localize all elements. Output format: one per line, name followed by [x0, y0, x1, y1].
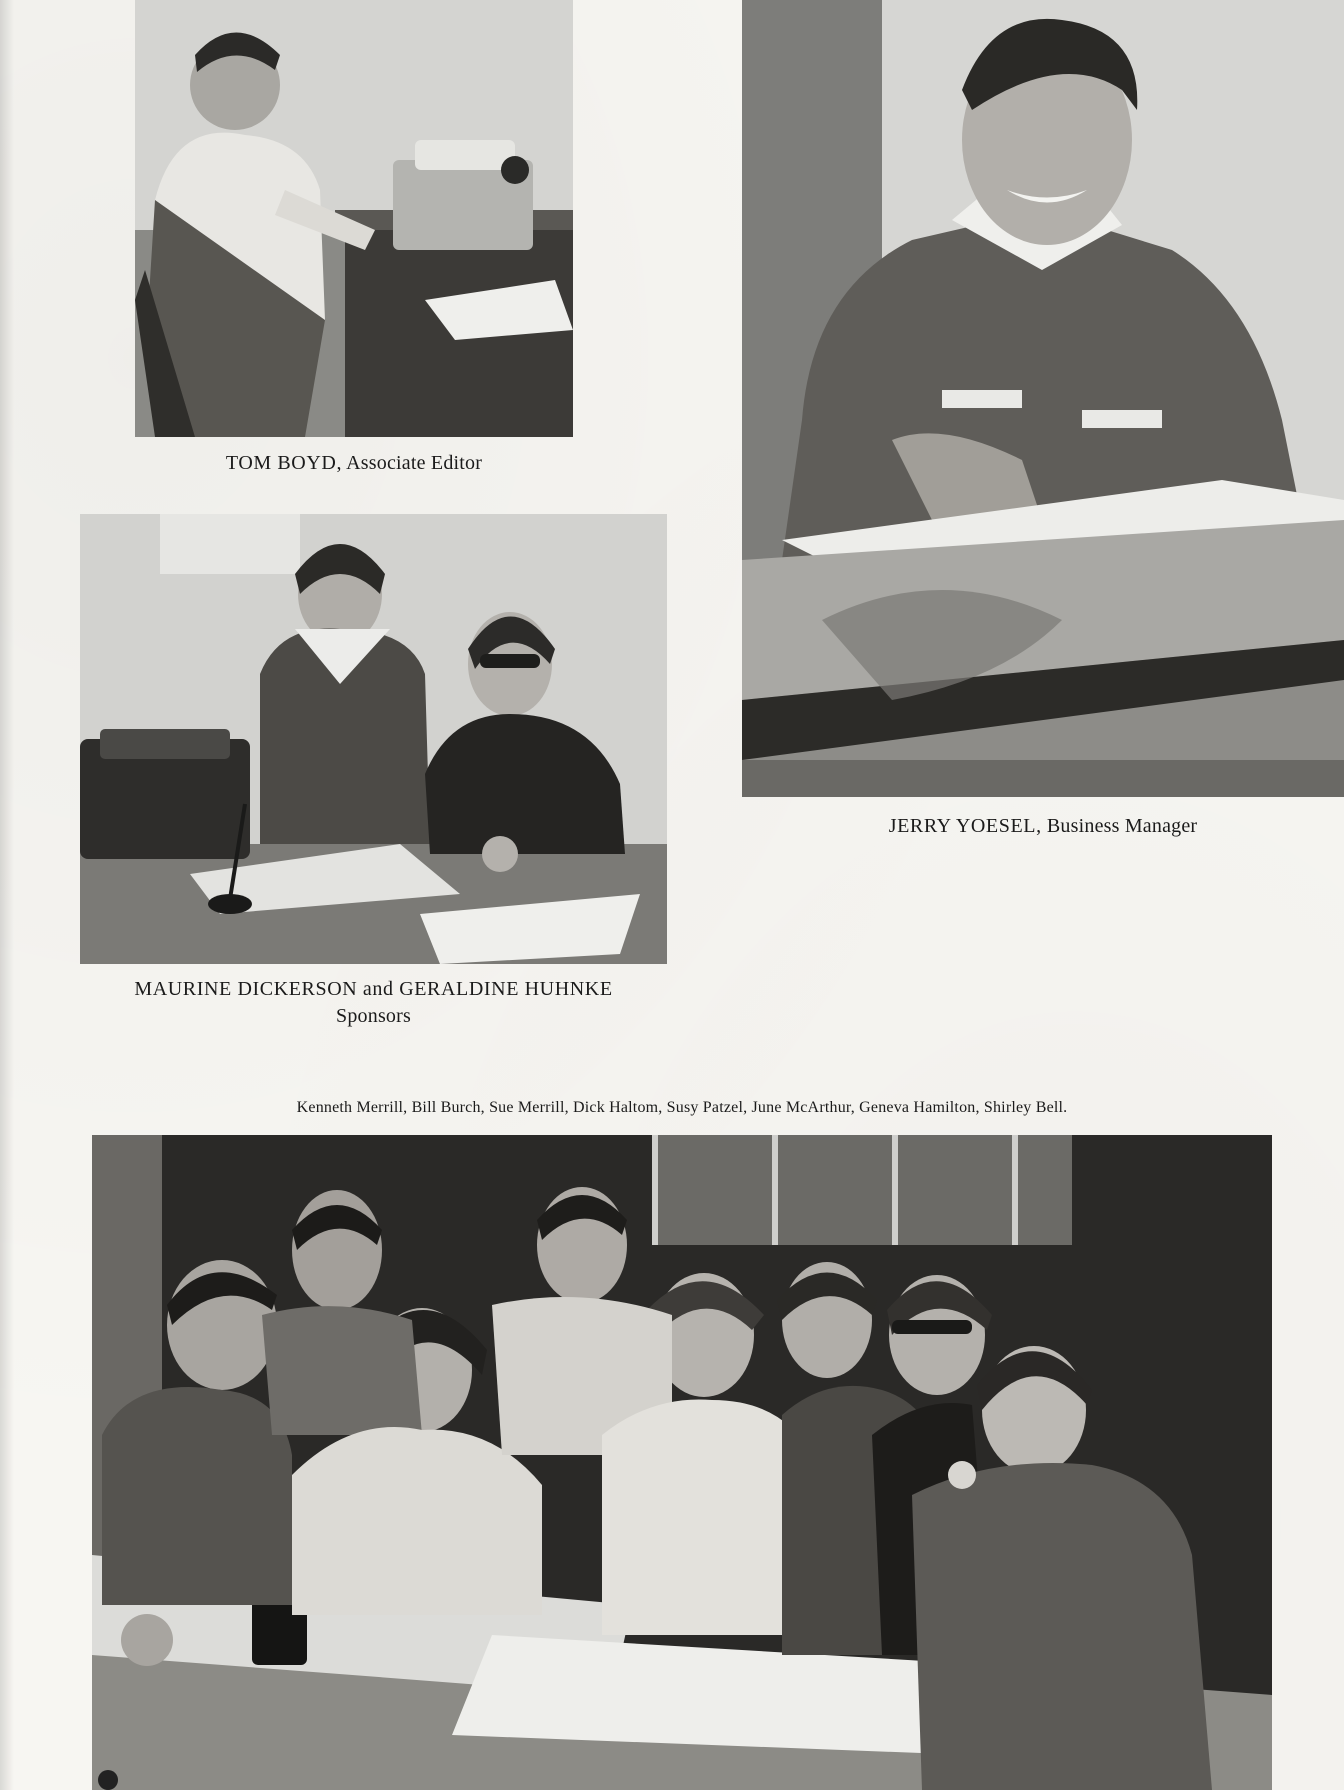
caption-jerry-yoesel-name: JERRY YOESEL,	[888, 815, 1042, 837]
photo-jerry-yoesel-image	[742, 0, 1344, 797]
caption-tom-boyd-name: TOM BOYD,	[225, 452, 343, 474]
photo-staff	[92, 1135, 1272, 1790]
photo-tom-boyd-image	[135, 0, 573, 437]
caption-sponsors-role	[80, 1005, 667, 1028]
photo-sponsors-image	[80, 514, 667, 964]
caption-tom-boyd-role: Associate Editor	[346, 452, 483, 474]
caption-tom-boyd	[135, 452, 573, 475]
page-edge-shadow	[0, 0, 14, 1790]
caption-staff	[92, 1099, 1272, 1117]
caption-jerry-yoesel	[742, 815, 1344, 838]
caption-sponsors-names-text: MAURINE DICKERSON and GERALDINE HUHNKE	[134, 978, 613, 1000]
photo-staff-image	[92, 1135, 1272, 1790]
caption-sponsors-role-text: Sponsors	[336, 1005, 411, 1027]
photo-sponsors	[80, 514, 667, 964]
caption-sponsors-names	[80, 978, 667, 1001]
photo-tom-boyd	[135, 0, 573, 437]
page-corner-mark	[98, 1770, 118, 1790]
caption-staff-text: Kenneth Merrill, Bill Burch, Sue Merrill, Dick Haltom, Susy Patzel, June McArthur, Geneva Hamilton, Shirley Bell.	[296, 1099, 1068, 1116]
caption-jerry-yoesel-role: Business Manager	[1046, 815, 1198, 837]
photo-jerry-yoesel	[742, 0, 1344, 797]
